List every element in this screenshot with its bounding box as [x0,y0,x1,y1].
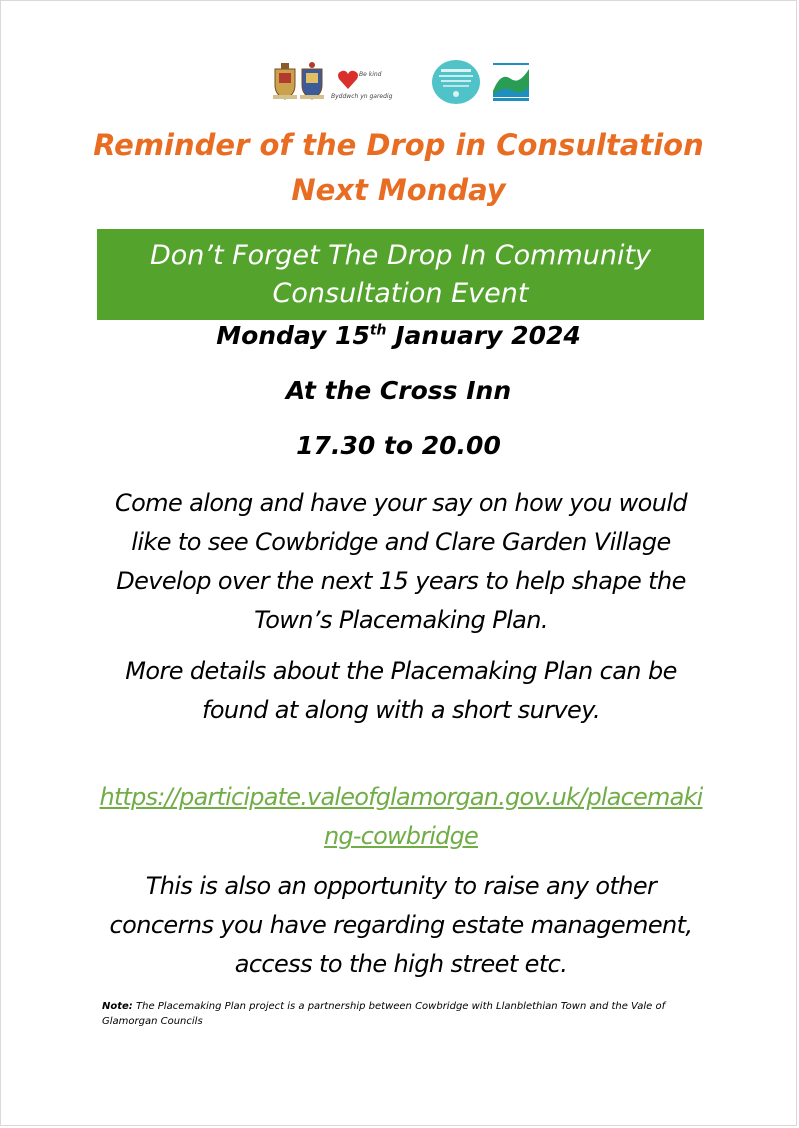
logo-row [1,59,796,107]
event-date [1,321,796,350]
be-kind-text: Be kind [359,71,382,78]
town-crest-logo [271,61,299,101]
banner-line-2: Consultation Event [272,278,529,309]
cross-inn-circle-logo [431,59,481,105]
date-rest: January 2024 [386,321,581,350]
date-prefix: Monday 15 [216,321,370,350]
be-kind-welsh-text: Byddwch yn garedig [331,93,393,100]
date-suffix: th [369,322,387,339]
council-crest-logo [299,61,325,101]
event-banner [97,229,704,320]
heading-line-2: Next Monday [291,173,506,207]
vale-of-glamorgan-logo [491,61,531,103]
footnote-label: Note: [102,1001,133,1012]
footnote-text: The Placemaking Plan project is a partnership between Cowbridge with Llanblethian Town and the Vale of Glamorgan Councils [102,1001,666,1027]
heart-icon [337,69,359,91]
event-time: 17.30 to 20.00 [296,431,501,460]
banner-line-1: Don’t Forget The Drop In Community [149,240,652,271]
heading-line-1: Reminder of the Drop in Consultation [93,128,704,162]
survey-link[interactable]: https://participate.valeofglamorgan.gov.uk/placemaking-cowbridge [99,783,703,850]
details-paragraph: More details about the Placemaking Plan can be found at along with a short survey. [125,657,677,724]
reminder-heading [1,123,796,213]
event-venue: At the Cross Inn [285,376,512,405]
be-kind-logo [329,65,393,101]
intro-paragraph: Come along and have your say on how you would like to see Cowbridge and Clare Garden Village Develop over the next 15 years to help shape the Town’s Placemaking Plan. [114,489,688,634]
footnote [102,999,702,1029]
other-concerns-paragraph: This is also an opportunity to raise any other concerns you have regarding estate management, access to the high street etc. [109,872,693,978]
